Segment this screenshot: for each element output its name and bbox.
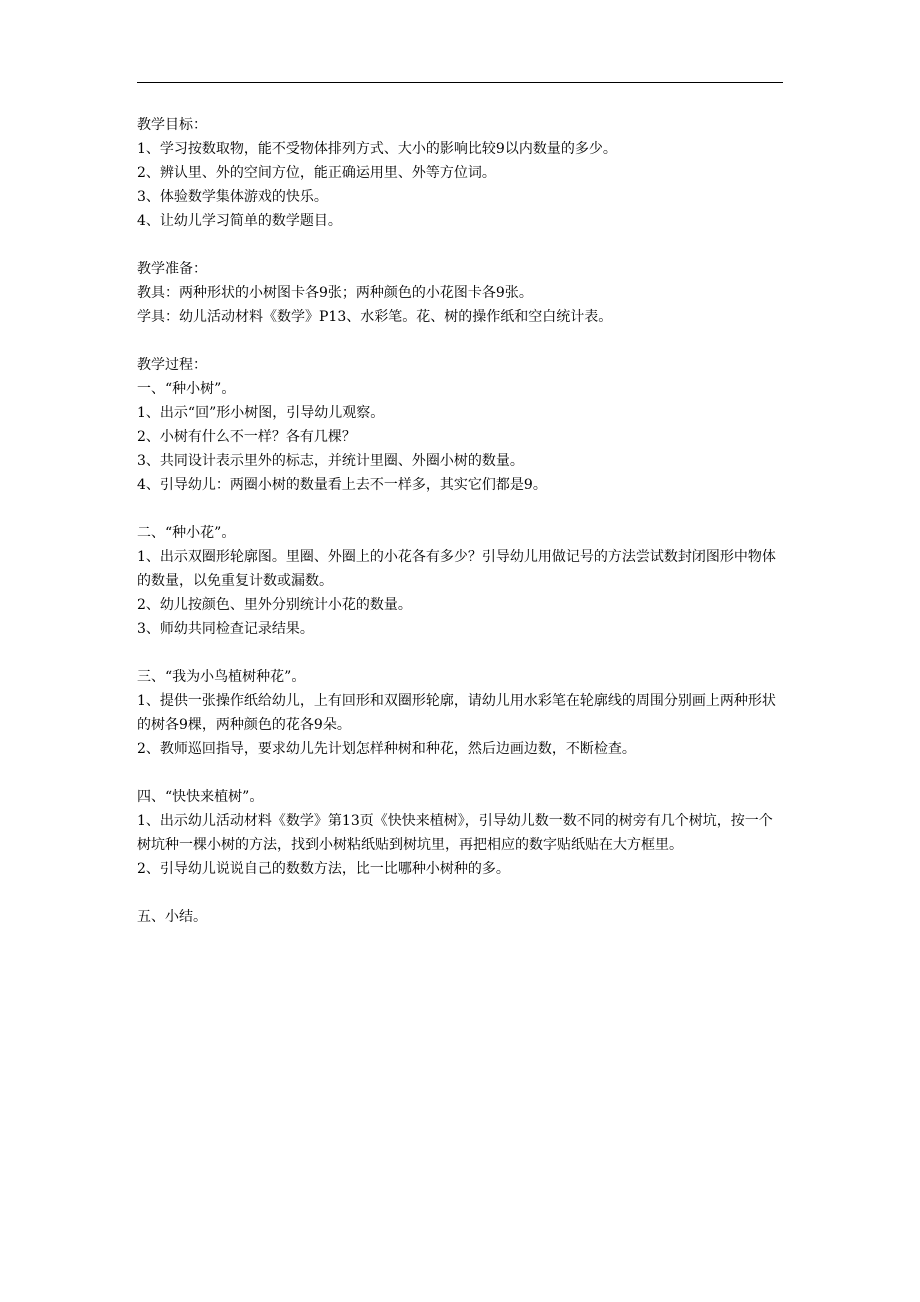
objective-item: 3、体验数学集体游戏的快乐。 (137, 189, 328, 205)
part-item: 2、引导幼儿说说自己的数数方法，比一比哪种小树种的多。 (137, 861, 510, 877)
document-body (137, 113, 785, 953)
part-title: 二、“种小花”。 (137, 525, 236, 541)
part-item: 2、教师巡回指导，要求幼儿先计划怎样种树和种花，然后边画边数，不断检查。 (137, 741, 636, 757)
objective-item: 2、辨认里、外的空间方位，能正确运用里、外等方位词。 (137, 165, 496, 181)
objectives-section (137, 113, 785, 233)
part-item: 1、提供一张操作纸给幼儿，上有回形和双圈形轮廓，请幼儿用水彩笔在轮廓线的周围分别画上两种形状的树各9棵，两种颜色的花各9朵。 (137, 693, 776, 733)
summary-title: 五、小结。 (137, 909, 207, 925)
part-item: 1、出示幼儿活动材料《数学》第13页《快快来植树》，引导幼儿数一数不同的树旁有几个树坑，按一个树坑种一棵小树的方法，找到小树粘纸贴到树坑里，再把相应的数字贴纸贴在大方框里。 (137, 813, 773, 853)
preparation-heading: 教学准备： (137, 261, 207, 277)
process-part-1 (137, 353, 785, 497)
process-part-4 (137, 785, 785, 881)
part-item: 2、小树有什么不一样？各有几棵？ (137, 429, 356, 445)
preparation-section (137, 257, 785, 329)
process-heading: 教学过程： (137, 357, 207, 373)
objective-item: 1、学习按数取物，能不受物体排列方式、大小的影响比较9以内数量的多少。 (137, 141, 617, 157)
preparation-item: 学具：幼儿活动材料《数学》P13、水彩笔。花、树的操作纸和空白统计表。 (137, 309, 613, 325)
part-item: 1、出示双圈形轮廓图。里圈、外圈上的小花各有多少？引导幼儿用做记号的方法尝试数封闭图形中物体的数量，以免重复计数或漏数。 (137, 549, 776, 589)
part-title: 三、“我为小鸟植树种花”。 (137, 669, 306, 685)
objectives-heading: 教学目标： (137, 117, 207, 133)
part-title: 四、“快快来植树”。 (137, 789, 264, 805)
part-item: 2、幼儿按颜色、里外分别统计小花的数量。 (137, 597, 412, 613)
objective-item: 4、让幼儿学习简单的数学题目。 (137, 213, 342, 229)
part-title: 一、“种小树”。 (137, 381, 236, 397)
part-item: 3、师幼共同检查记录结果。 (137, 621, 314, 637)
preparation-item: 教具：两种形状的小树图卡各9张；两种颜色的小花图卡各9张。 (137, 285, 533, 301)
summary-section (137, 905, 785, 929)
part-item: 1、出示“回”形小树图，引导幼儿观察。 (137, 405, 385, 421)
part-item: 4、引导幼儿：两圈小树的数量看上去不一样多，其实它们都是9。 (137, 477, 547, 493)
part-item: 3、共同设计表示里外的标志，并统计里圈、外圈小树的数量。 (137, 453, 524, 469)
process-part-2 (137, 521, 785, 641)
header-rule (137, 82, 783, 83)
process-part-3 (137, 665, 785, 761)
